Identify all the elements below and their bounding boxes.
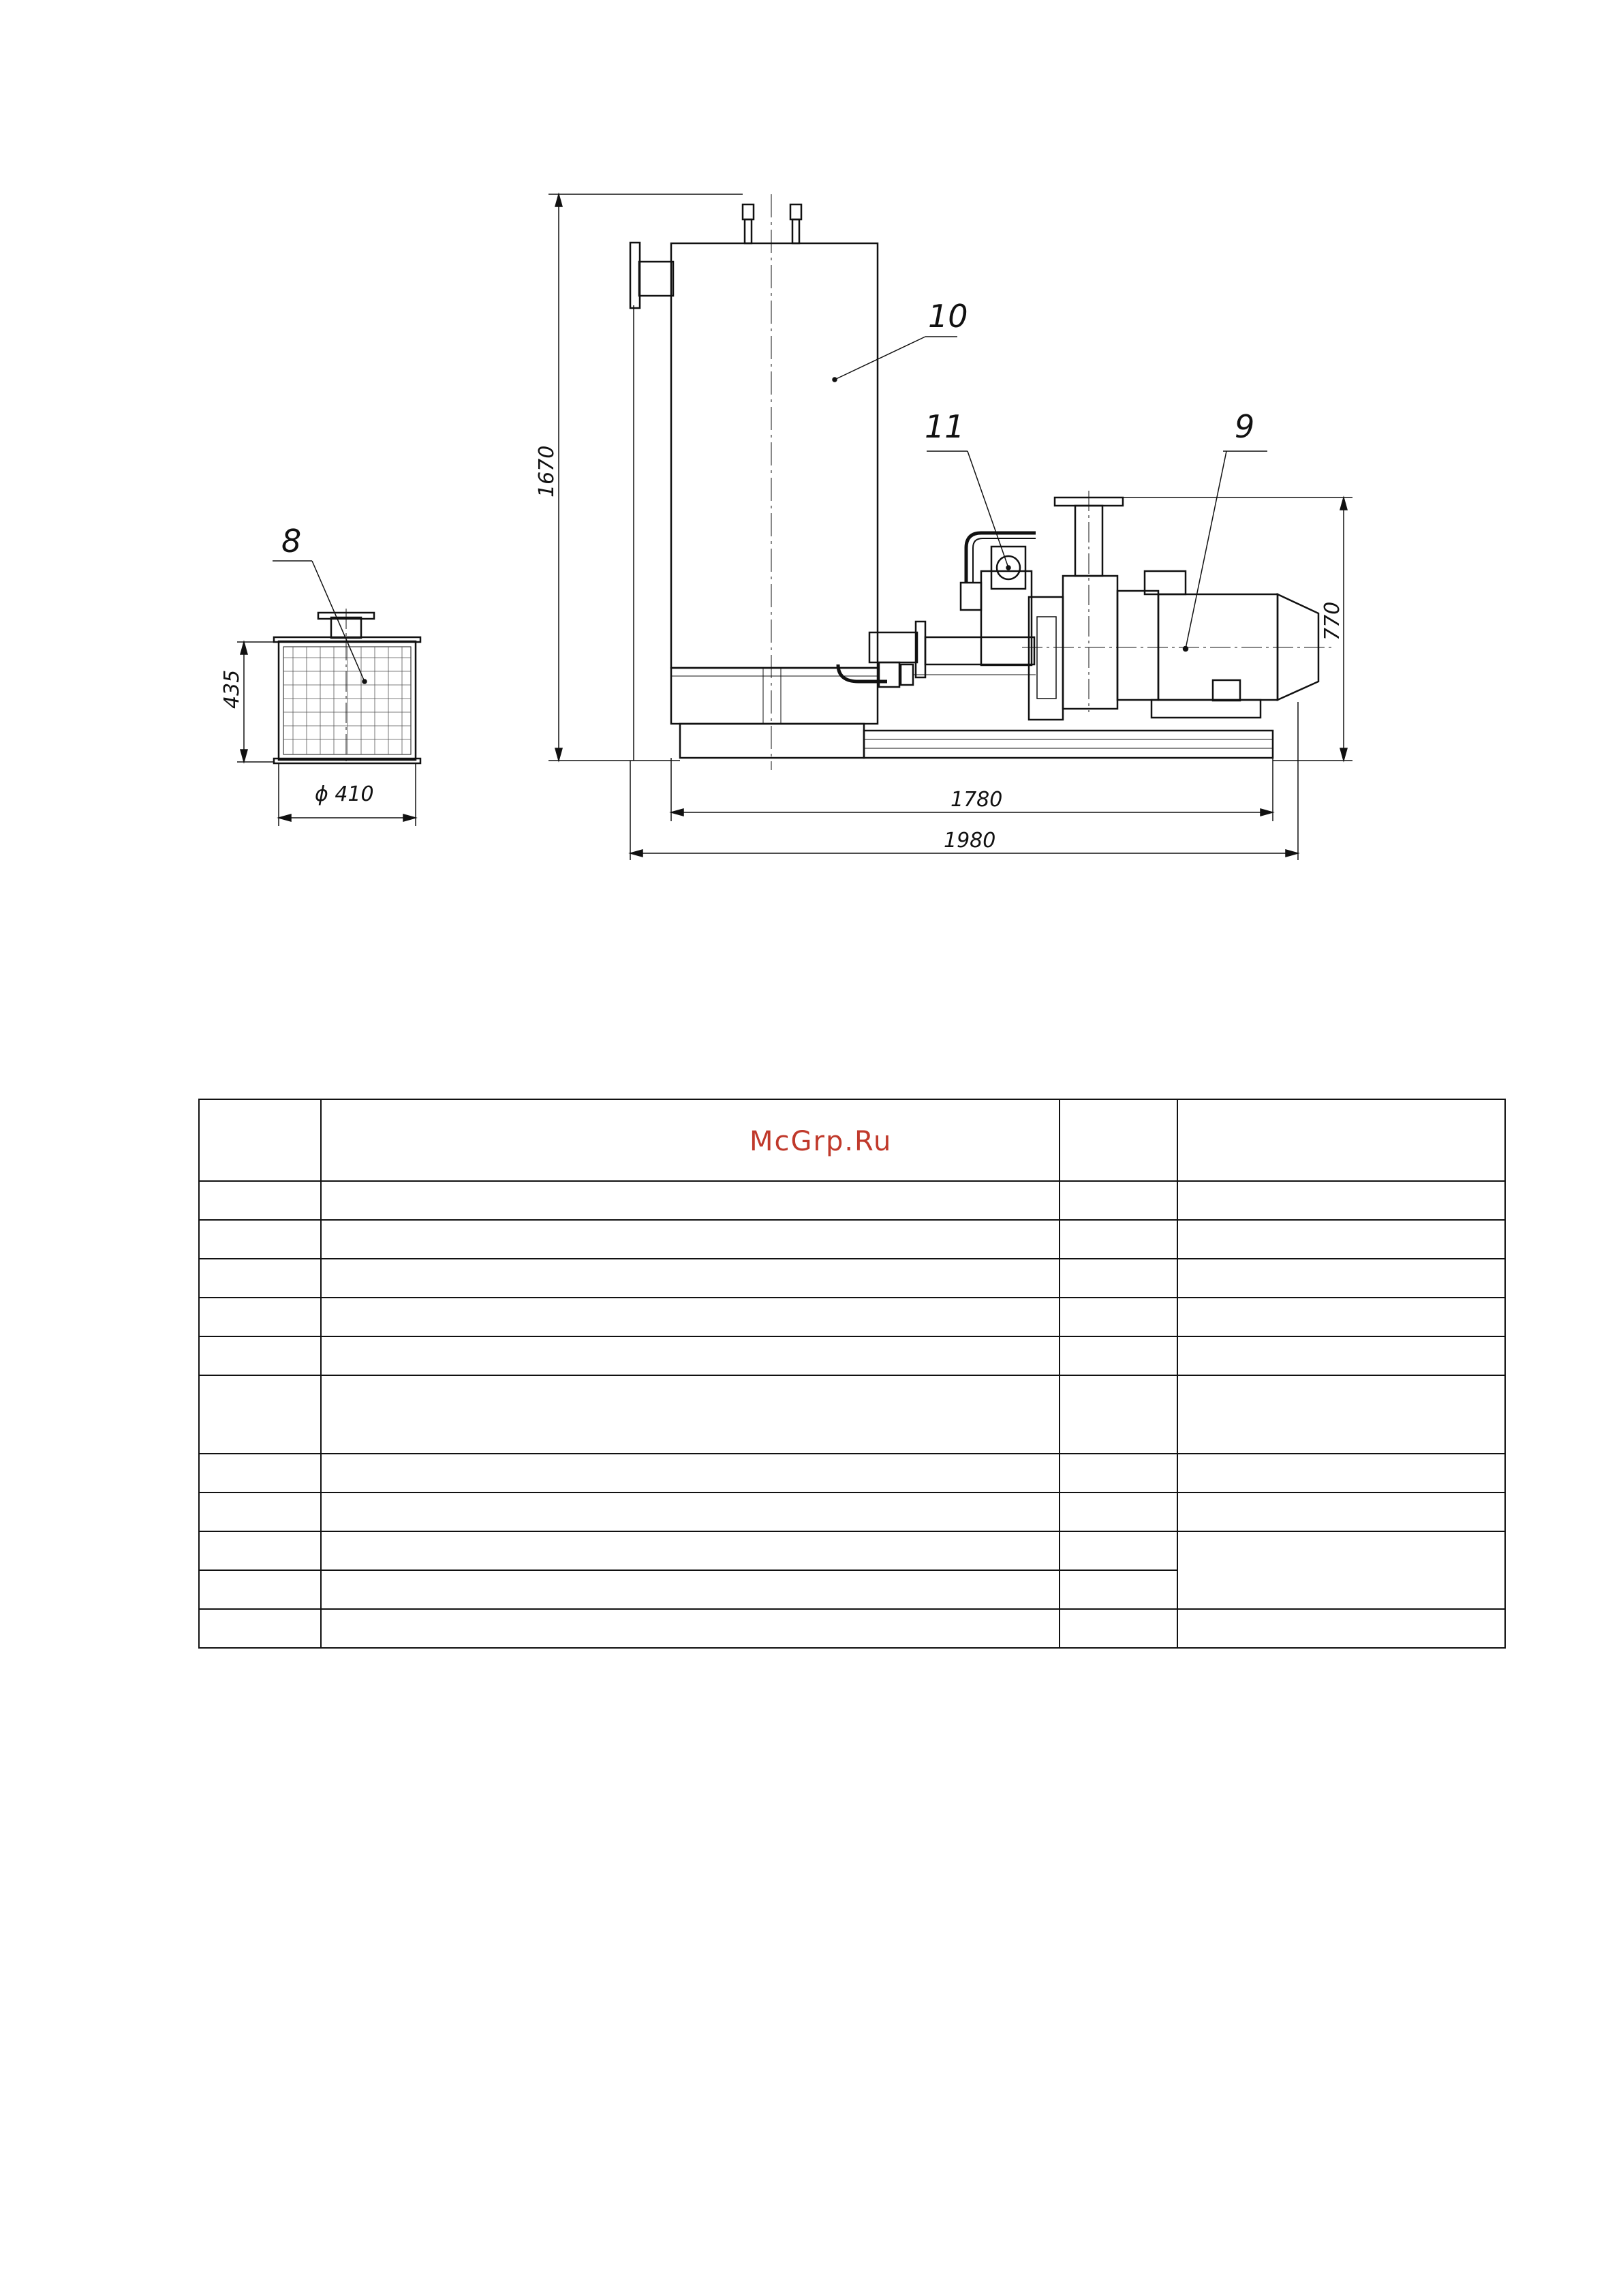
- filter-mesh: [283, 647, 411, 754]
- filter-assembly: [274, 609, 420, 763]
- pump-casing: [1063, 576, 1117, 709]
- dim-pump-height: 770: [1320, 601, 1344, 641]
- filter-bottom-rim: [274, 759, 420, 763]
- dim-filter-diameter: ϕ 410: [315, 782, 374, 806]
- mesh-hatching: [283, 647, 411, 754]
- table-row: [199, 1531, 1505, 1570]
- table-row: [199, 1181, 1505, 1220]
- table-row: [199, 1609, 1505, 1648]
- table-row: [199, 1298, 1505, 1336]
- callout-8-leader: [273, 561, 367, 684]
- outlet-pipe: [869, 632, 917, 662]
- table-row: [199, 1375, 1505, 1454]
- technical-drawing: [0, 0, 1623, 886]
- callout-9: 9: [1235, 408, 1255, 445]
- dosing-unit-body: [981, 571, 1032, 665]
- filter-mesh-body: [279, 641, 416, 760]
- table-row: [199, 1220, 1505, 1259]
- piping: [838, 533, 1036, 687]
- tank-side-pipe: [639, 262, 673, 296]
- callout-8: 8: [281, 523, 302, 560]
- callout-9-leader: [1186, 451, 1267, 649]
- dim-filter-height: 435: [220, 669, 244, 709]
- table-row: [199, 1336, 1505, 1375]
- specification-table: [198, 1099, 1506, 1649]
- main-dimensions: [548, 194, 1352, 860]
- dosing-valve: [961, 583, 981, 610]
- table-row: [199, 1259, 1505, 1298]
- callout-10: 10: [928, 298, 968, 335]
- dim-frame-length: 1780: [950, 788, 1003, 812]
- dim-total-height: 1670: [535, 445, 559, 498]
- pump-assembly: [1022, 491, 1335, 720]
- top-valve-2: [790, 204, 801, 219]
- callout-10-leader: [833, 337, 957, 382]
- callout-11-leader: [927, 451, 1010, 570]
- table-header-row: [199, 1099, 1505, 1181]
- table-row: [199, 1493, 1505, 1531]
- frame-right-section: [864, 731, 1273, 758]
- callout-11: 11: [925, 408, 965, 445]
- pump-bracket: [1117, 591, 1158, 700]
- watermark: McGrp.Ru: [749, 1126, 893, 1157]
- drain-valve: [879, 662, 899, 687]
- base-frame: [680, 724, 1273, 758]
- tank-body: [671, 243, 878, 668]
- table-row: [199, 1454, 1505, 1493]
- motor-foot: [1151, 700, 1261, 718]
- dim-total-length: 1980: [944, 829, 996, 853]
- top-valve-1: [743, 204, 754, 219]
- tank-assembly: [630, 194, 878, 770]
- frame-left-section: [680, 724, 864, 758]
